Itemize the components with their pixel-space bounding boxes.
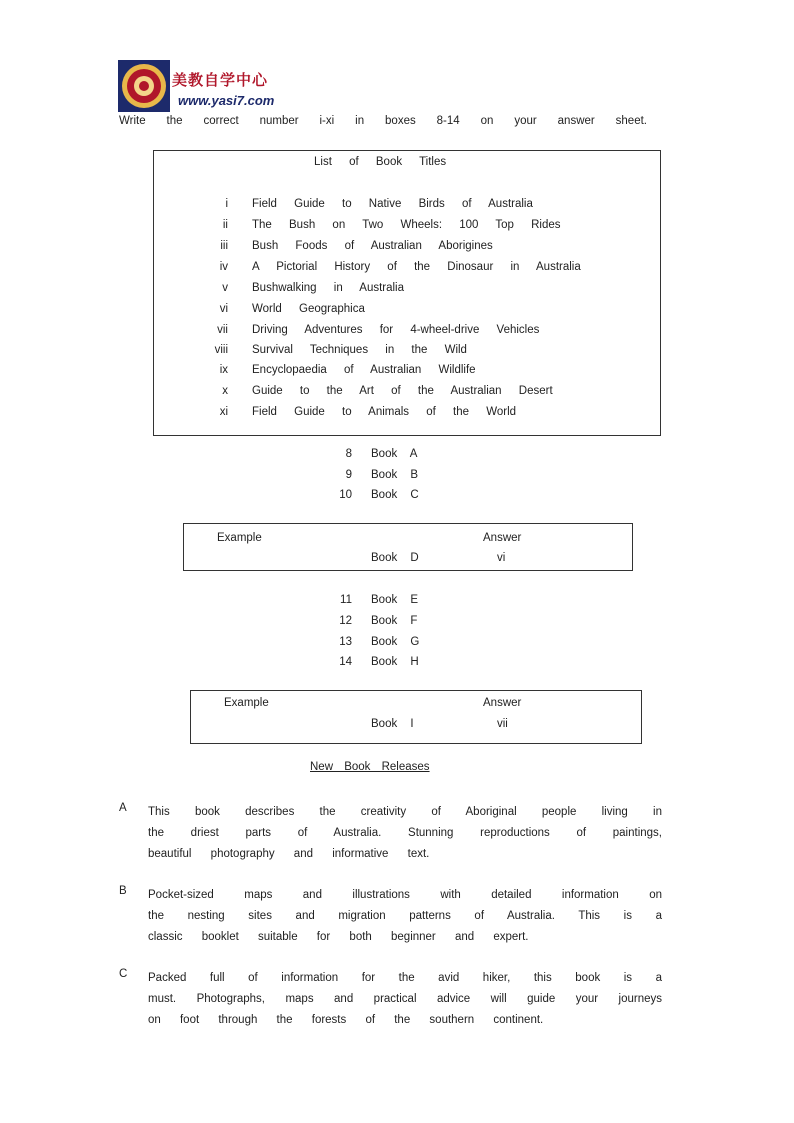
book-titles-heading: List of Book Titles [314,156,447,168]
paragraph-letter: B [119,885,127,897]
list-item-title: Survival Techniques in the Wild [252,344,467,356]
list-item-title: World Geographica [252,303,365,315]
answer-label: Answer [483,697,522,709]
paragraph-line: classic booklet suitable for both beginner and expert. [148,931,529,943]
question-row [320,469,460,489]
question-book: Book C [371,489,419,501]
question-number: 14 [339,656,352,668]
list-item-title: A Pictorial History of the Dinosaur in Australia [252,261,581,273]
list-item-title: The Bush on Two Wheels: 100 Top Rides [252,219,561,231]
list-item [190,198,650,218]
question-number: 13 [339,636,352,648]
paragraph-line: Pocket-sized maps and illustrations with detailed information on [148,889,662,901]
logo [118,60,275,112]
example-label: Example [224,697,269,709]
list-item [190,406,650,426]
question-row [320,489,460,509]
list-item-number: iv [219,261,228,273]
list-item-number: ix [219,364,228,376]
question-book: Book F [371,615,418,627]
list-item-number: ii [222,219,228,231]
list-item-number: x [222,385,228,397]
question-row [320,448,460,468]
answer-label: Answer [483,532,522,544]
list-item [190,364,650,384]
list-item-title: Encyclopaedia of Australian Wildlife [252,364,476,376]
paragraph-line: beautiful photography and informative text. [148,848,430,860]
list-item-number: vii [217,324,228,336]
question-row [320,594,460,614]
list-item [190,303,650,323]
question-number: 12 [339,615,352,627]
logo-text: 美教自学中心 [172,71,269,89]
question-row [320,636,460,656]
list-item-title: Field Guide to Animals of the World [252,406,517,418]
paragraph-line: on foot through the forests of the southern continent. [148,1014,544,1026]
list-item [190,324,650,344]
list-item [190,385,650,405]
list-item-title: Bush Foods of Australian Aborigines [252,240,493,252]
paragraph-text [148,885,662,948]
example-answer: vii [497,718,508,730]
question-book: Book A [371,448,418,460]
logo-url: www.yasi7.com [178,93,275,108]
instruction: Write the correct number i-xi in boxes 8-14 on your answer sheet. [119,115,647,127]
list-item-title: Bushwalking in Australia [252,282,405,294]
list-item [190,240,650,260]
paragraph-text [148,802,662,865]
list-item-number: v [222,282,228,294]
list-item [190,261,650,281]
paragraph-letter: C [119,968,128,980]
question-book: Book H [371,656,419,668]
question-book: Book G [371,636,420,648]
paragraph-line: Packed full of information for the avid hiker, this book is a [148,972,662,984]
paragraph-line: the driest parts of Australia. Stunning reproductions of paintings, [148,827,662,839]
releases-heading: New Book Releases [310,761,430,773]
list-item [190,219,650,239]
list-item-number: xi [219,406,228,418]
question-book: Book E [371,594,419,606]
question-number: 9 [345,469,352,481]
question-number: 10 [339,489,352,501]
question-book: Book B [371,469,419,481]
question-row [320,615,460,635]
question-number: 8 [345,448,352,460]
list-item-number: i [225,198,228,210]
question-number: 11 [340,594,352,606]
example-book: Book I [371,718,414,730]
list-item-title: Guide to the Art of the Australian Desert [252,385,553,397]
list-item-number: iii [220,240,228,252]
example-book: Book D [371,552,419,564]
example-label: Example [217,532,262,544]
paragraph-text [148,968,662,1031]
list-item-number: viii [214,344,228,356]
list-item-title: Field Guide to Native Birds of Australia [252,198,533,210]
question-row [320,656,460,676]
paragraph-line: This book describes the creativity of Aboriginal people living in [148,806,662,818]
paragraph-line: must. Photographs, maps and practical advice will guide your journeys [148,993,662,1005]
paragraph-line: the nesting sites and migration patterns of Australia. This is a [148,910,662,922]
example-answer: vi [497,552,506,564]
paragraph-letter: A [119,802,127,814]
list-item [190,282,650,302]
list-item [190,344,650,364]
list-item-title: Driving Adventures for 4-wheel-drive Vehicles [252,324,540,336]
logo-emblem-icon [118,60,170,112]
list-item-number: vi [219,303,228,315]
